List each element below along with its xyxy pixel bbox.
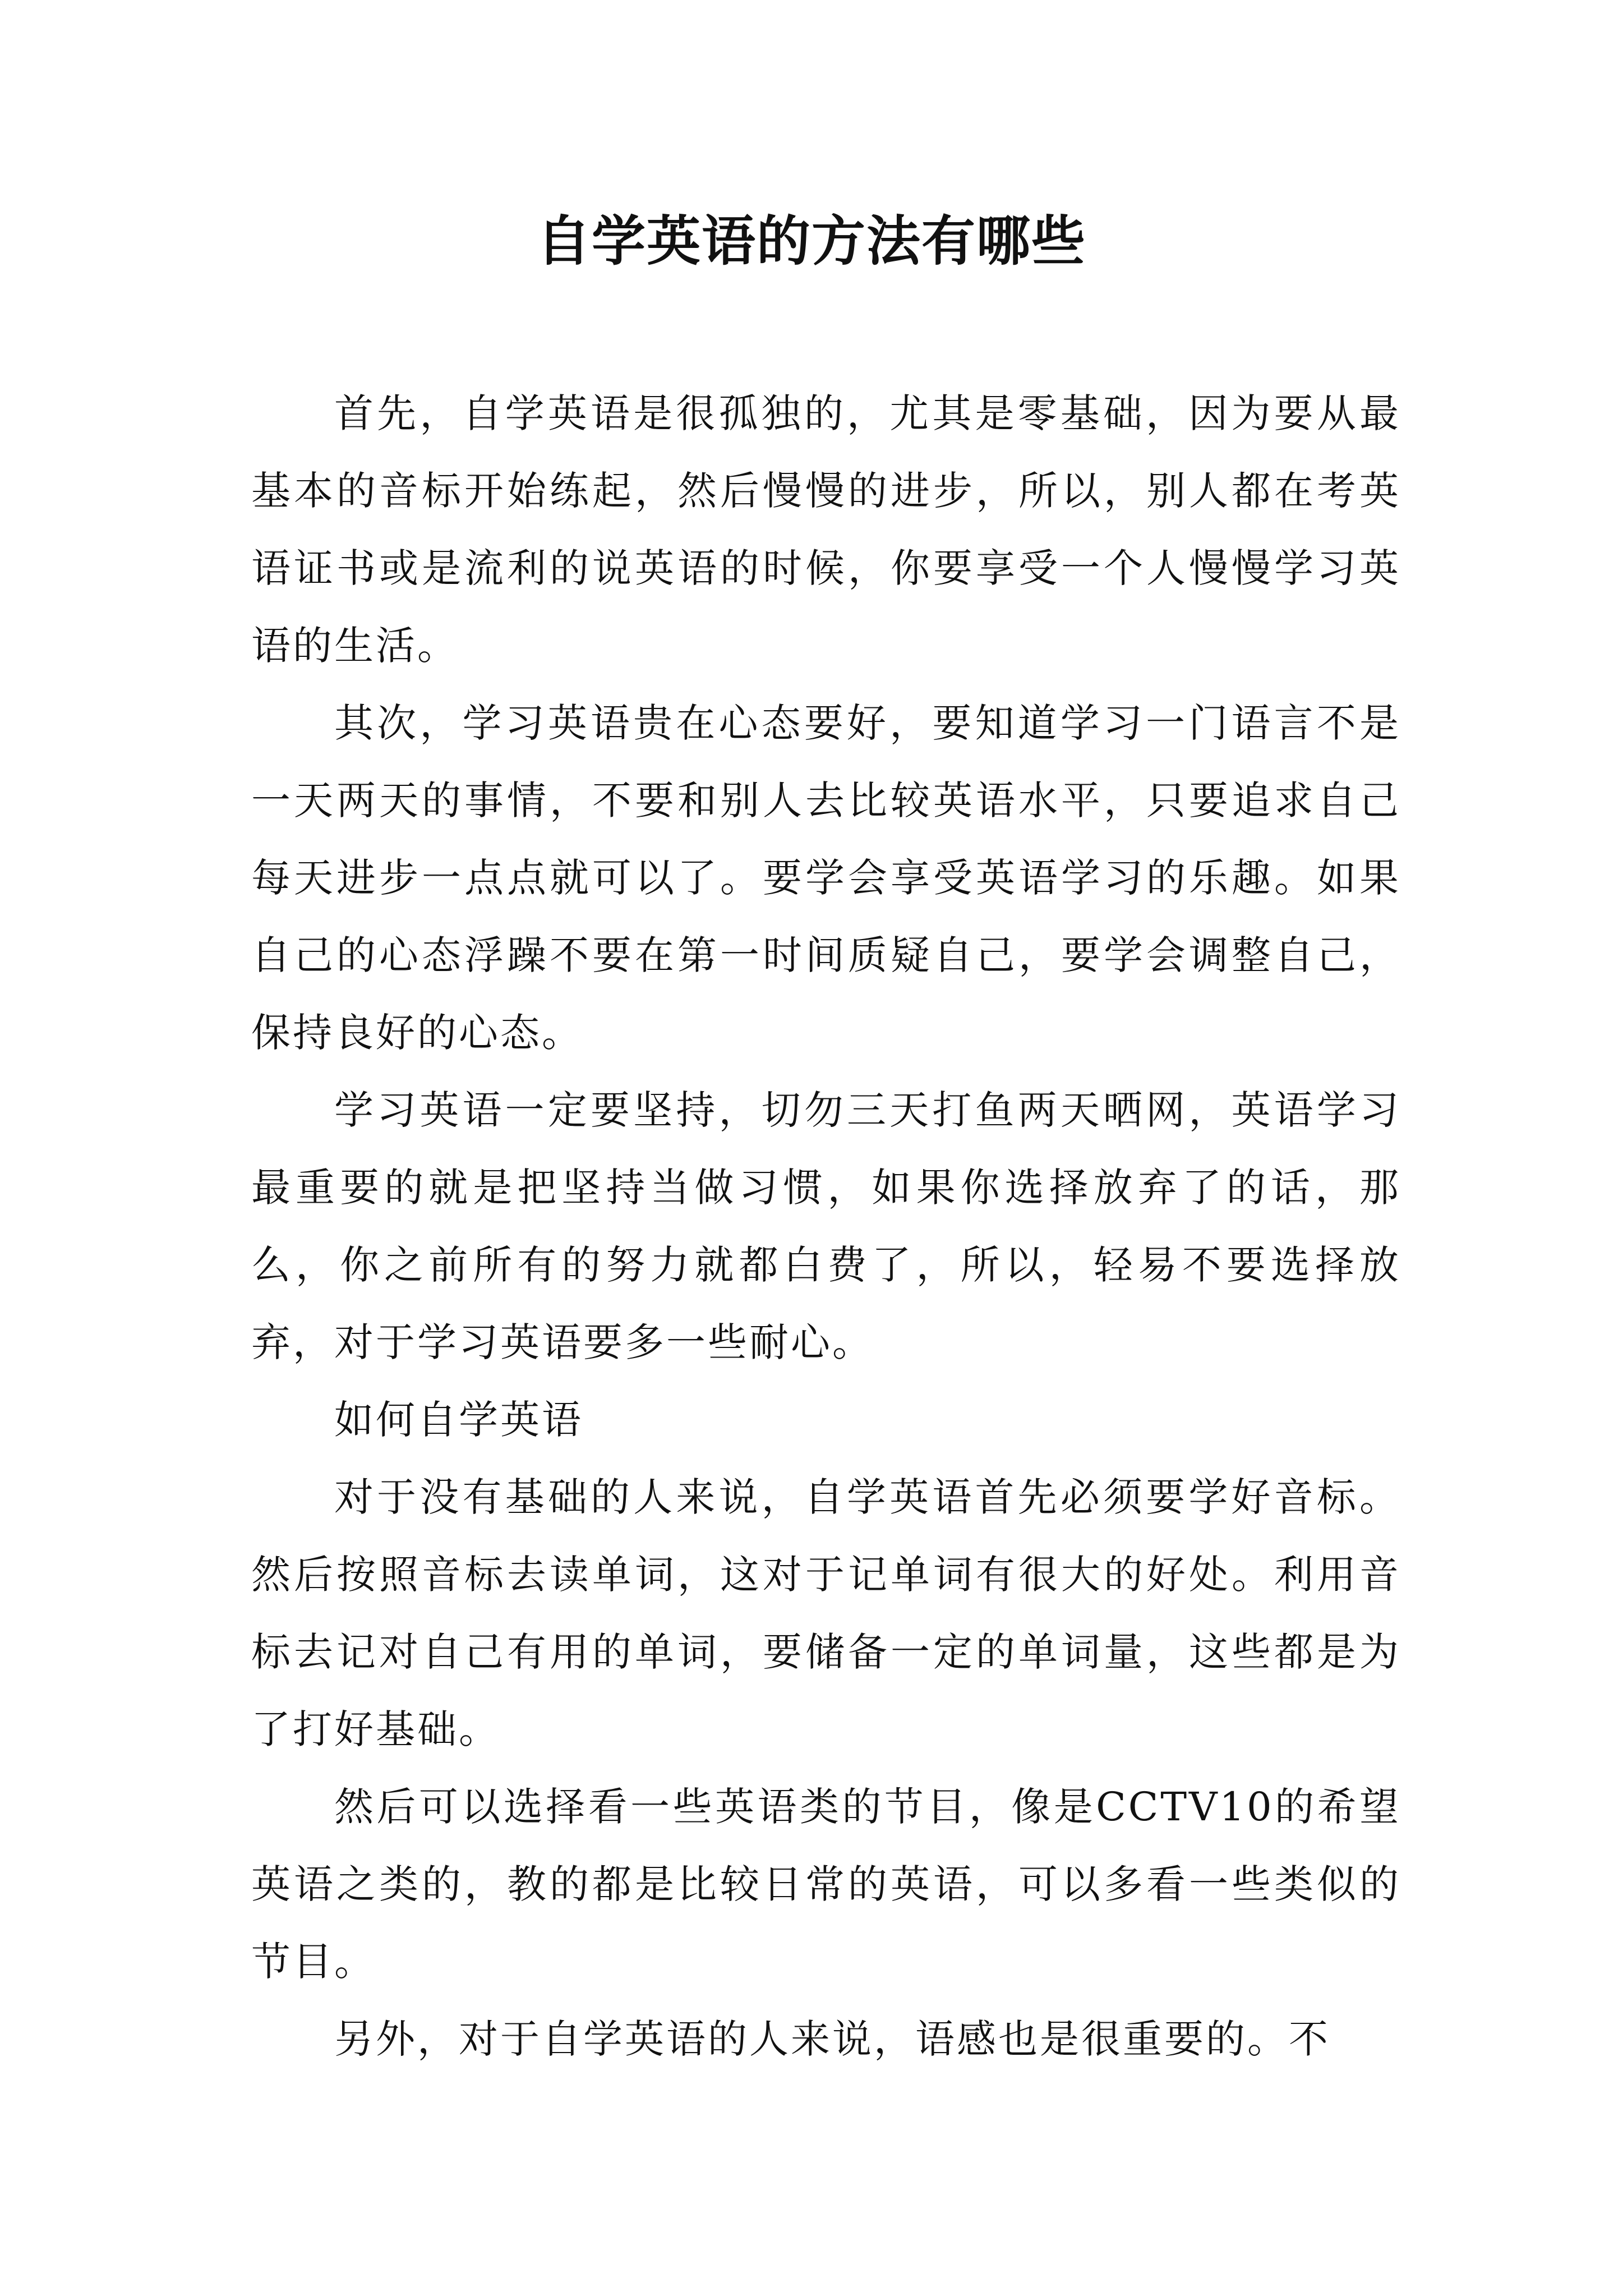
- paragraph-4: 对于没有基础的人来说，自学英语首先必须要学好音标。然后按照音标去读单词，这对于记单词有很大的好处。利用音标去记对自己有用的单词，要储备一定的单词量，这些都是为了打好基础。: [251, 1474, 1401, 1752]
- paragraph-6: 另外，对于自学英语的人来说，语感也是很重要的。不: [334, 2016, 1330, 2062]
- document-body: [251, 375, 1401, 2078]
- paragraph-5: 然后可以选择看一些英语类的节目，像是CCTV10的希望英语之类的，教的都是比较日常的英语，可以多看一些类似的节目。: [251, 1784, 1401, 1985]
- document-title: 自学英语的方法有哪些: [537, 209, 1086, 273]
- paragraph-3: 学习英语一定要坚持，切勿三天打鱼两天晒网，英语学习最重要的就是把坚持当做习惯，如果你选择放弃了的话，那么，你之前所有的努力就都白费了，所以，轻易不要选择放弃，对于学习英语要多一些耐心。: [251, 1087, 1401, 1365]
- paragraph-1: 首先，自学英语是很孤独的，尤其是零基础，因为要从最基本的音标开始练起，然后慢慢的进步，所以，别人都在考英语证书或是流利的说英语的时候，你要享受一个人慢慢学习英语的生活。: [251, 390, 1401, 669]
- section-heading: 如何自学英语: [334, 1397, 583, 1443]
- paragraph-2: 其次，学习英语贵在心态要好，要知道学习一门语言不是一天两天的事情，不要和别人去比较英语水平，只要追求自己每天进步一点点就可以了。要学会享受英语学习的乐趣。如果自己的心态浮躁不要在第一时间质疑自己，要学会调整自己，保持良好的心态。: [251, 700, 1401, 1056]
